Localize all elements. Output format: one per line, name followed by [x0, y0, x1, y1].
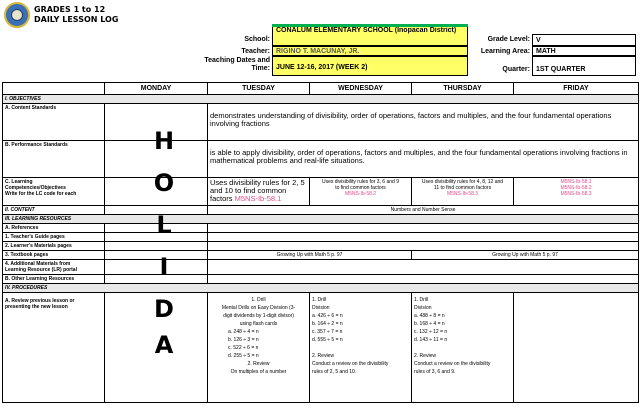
other-resources-row: [3, 275, 639, 284]
textbook-row: [3, 251, 639, 260]
holiday-letter-i: I: [159, 253, 169, 281]
school-label: School:: [244, 36, 270, 43]
holiday-banner: [153, 120, 175, 359]
references-row: [3, 224, 639, 233]
corner-cell: [3, 83, 105, 95]
resources-section-row: [3, 215, 639, 224]
quarter-label: Quarter:: [502, 66, 530, 73]
teacher-value: RIGINO T. MACUNAY, JR.: [272, 46, 468, 56]
holiday-letter-a: A: [154, 331, 174, 359]
content-standards-label: A. Content Standards: [3, 104, 105, 141]
competencies-label: C. Learning Competencies/Objectives Write for the LC code for each: [3, 178, 105, 206]
textbook-thursday: Growing Up with Math 5 p. 97: [412, 251, 639, 260]
wednesday-lc-code: M5NS-Ib-58.2: [344, 191, 377, 197]
wednesday-competency: Uses divisibility rules for 3, 6 and 9 to find common factors M5NS-Ib-58.2: [310, 178, 412, 206]
content-standards-text: demonstrates understanding of divisibility, order of operations, factors and multiples, and the four fundamental operations involving fractions: [208, 104, 639, 141]
learners-materials-label: 2. Learner's Materials pages: [3, 242, 105, 251]
procedures-section-row: [3, 284, 639, 293]
dates-label: [196, 57, 270, 73]
review-label: A. Review previous lesson or presenting the new lesson: [3, 293, 105, 403]
additional-materials-row: [3, 260, 639, 275]
objectives-heading: I. OBJECTIVES: [3, 95, 639, 104]
performance-standards-text: is able to apply divisibility, order of operations, factors and multiples, and the four fundamental operations involving fractions in mathematical problems and real-life situations.: [208, 141, 639, 178]
lesson-log-table: [2, 82, 639, 403]
content-row: [3, 206, 639, 215]
thursday-review: 1. Drill Division a. 488 ÷ 8 = n b. 168 ÷ 4 = n c. 132 ÷ 12 = n d. 143 ÷ 11 = n 2. Review Conduct a review on the divisibility rules of 3, 6 and 9.: [412, 293, 514, 403]
deped-seal-icon: [4, 2, 30, 28]
procedures-heading: IV. PROCEDURES: [3, 284, 639, 293]
area-value: MATH: [532, 46, 636, 56]
content-value: Numbers and Number Sense: [208, 206, 639, 215]
performance-standards-row: [3, 141, 639, 178]
holiday-letter-l: L: [156, 211, 172, 239]
day-monday: MONDAY: [105, 83, 208, 95]
tuesday-lc-code: M5NS-Ib-58.1: [234, 194, 282, 203]
other-resources-label: B. Other Learning Resources: [3, 275, 105, 284]
textbook-tuesday: Growing Up with Math 5 p. 97: [208, 251, 412, 260]
grade-label: Grade Level:: [487, 36, 530, 43]
title-line-1: GRADES 1 to 12: [34, 5, 106, 14]
day-header-row: [3, 83, 639, 95]
additional-materials-label: 4. Additional Materials from Learning Resource (LR) portal: [3, 260, 105, 275]
dates-label-line-1: Teaching Dates and: [204, 57, 270, 64]
tuesday-review: 1. Drill Mental Drills on Easy Division (3- digit dividends by 1-digit divisor) using flash cards a. 248 ÷ 4 = n b. 126 ÷ 3 = n c. 522 ÷ 6 = n d. 255 ÷ 5 = n 2. Review On multiples of a number: [208, 293, 310, 403]
title-line-2: DAILY LESSON LOG: [34, 15, 119, 24]
teacher-label: Teacher:: [241, 48, 270, 55]
day-tuesday: TUESDAY: [208, 83, 310, 95]
wednesday-review: 1. Drill Division a. 426 ÷ 6 = n b. 164 ÷ 2 = n c. 357 ÷ 7 = n d. 555 ÷ 5 = n 2. Review Conduct a review on the divisibility rules of 2, 5 and 10.: [310, 293, 412, 403]
objectives-section-row: [3, 95, 639, 104]
thursday-lc-code: M5NS-Ib-58.3: [446, 191, 479, 197]
dates-label-line-2: Time:: [251, 65, 270, 72]
review-row: [3, 293, 639, 403]
content-heading: II. CONTENT: [3, 206, 105, 215]
grade-value: V: [532, 34, 636, 46]
school-accent-bar: [272, 24, 468, 27]
friday-competency-codes: M5NS-Ib-58.1 M5NS-Ib-58.2 M5NS-Ib-58.3: [514, 178, 639, 206]
quarter-value: 1ST QUARTER: [532, 56, 636, 76]
textbook-label: 3. Textbook pages: [3, 251, 105, 260]
log-title: [34, 5, 118, 25]
holiday-letter-d: D: [154, 295, 174, 323]
performance-standards-label: B. Performance Standards: [3, 141, 105, 178]
school-value-text: CONALUM ELEMENTARY SCHOOL (Inopacan District): [276, 27, 457, 34]
school-value: [272, 24, 468, 46]
competencies-row: [3, 178, 639, 206]
day-wednesday: WEDNESDAY: [310, 83, 412, 95]
teachers-guide-label: 1. Teacher's Guide pages: [3, 233, 105, 242]
area-label: Learning Area:: [480, 48, 530, 55]
teachers-guide-row: [3, 233, 639, 242]
learners-materials-row: [3, 242, 639, 251]
holiday-letter-o: O: [153, 169, 175, 197]
dates-value: JUNE 12-16, 2017 (WEEK 2): [272, 56, 468, 76]
holiday-letter-h: H: [153, 127, 175, 155]
resources-heading: III. LEARNING RESOURCES: [3, 215, 639, 224]
thursday-competency: Uses divisibility rules for 4, 8, 12 and 11 to find common factors M5NS-Ib-58.3: [412, 178, 514, 206]
day-thursday: THURSDAY: [412, 83, 514, 95]
references-label: A. References: [3, 224, 105, 233]
content-standards-row: [3, 104, 639, 141]
day-friday: FRIDAY: [514, 83, 639, 95]
tuesday-competency: Uses divisibility rules for 2, 5 and 10 to find common factors M5NS-Ib-58.1: [208, 178, 310, 206]
